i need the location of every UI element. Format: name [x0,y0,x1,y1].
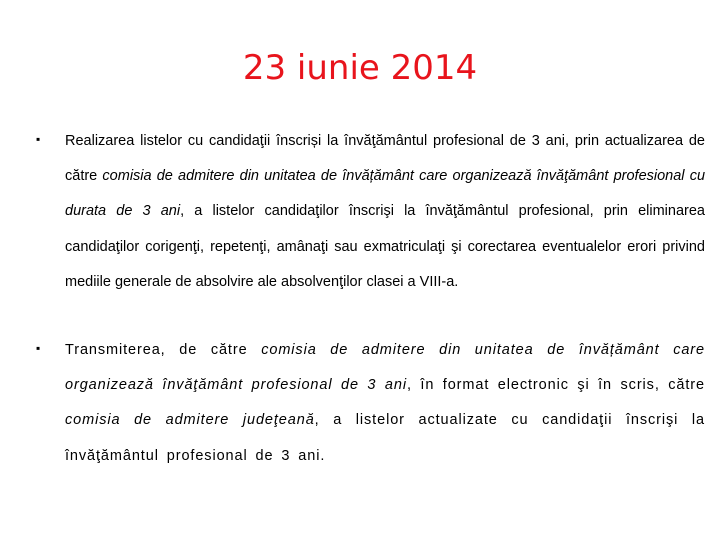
square-bullet-icon: ▪ [36,341,41,355]
bullet-text-segment-italic: comisia de admitere din unitatea de învățământ care organizează învăţământ profesional de 3 ani [65,342,706,394]
bullet-text [65,124,705,300]
bullet-text [65,333,705,474]
bullet-text-segment: , în format electronic şi în scris, către [406,377,705,394]
bullet-text-segment: , a listelor actualizate cu candidaţii înscrişi la învăţământul profesional de 3 ani. [65,412,705,464]
bullet-text-segment-italic: comisia de admitere din unitatea de învățământ care organizează învăţământ profesional cu durata de 3 ani [65,168,706,220]
bullet-text-segment-italic: comisia de admitere judeţeană [65,412,315,429]
bullet-text-segment: , a listelor candidaţilor înscrişi la învăţământul profesional, prin eliminarea candidaţilor corigenţi, repetenţi, amânaţi sau exmatriculaţi şi corectarea eventualelor erori privind mediile generale de absolvire ale absolvenţilor clasei a VIII-a. [65,203,705,290]
bullet-text-segment: Realizarea listelor cu candidaţii înscriși la învăţământul profesional de 3 ani, prin actualizarea de către [65,133,705,185]
bullet-text-segment: Transmiterea, de către [65,342,262,358]
square-bullet-icon: ▪ [36,132,41,146]
slide-title: 23 iunie 2014 [242,48,478,88]
